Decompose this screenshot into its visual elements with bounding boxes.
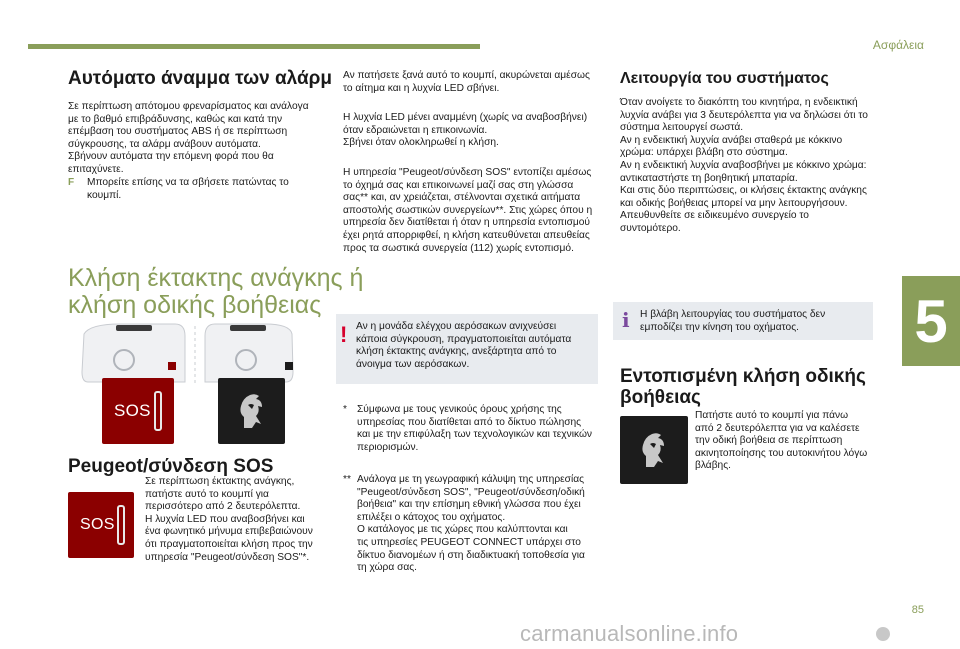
auto-alarm-text: Σε περίπτωση απότομου φρεναρίσματος και ανάλογα με το βαθμό επιβράδυνσης, καθώς και κατά την επέμβαση του συστήματος ABS ή σε περίπτωση σύγκρουσης, τα αλάρμ ανάβουν αυτόματα. Σβήνουν αυτόματα την επόμενη φορά που θα επιταχύνετε. [68,101,309,175]
sos-button[interactable] [102,378,174,444]
peugeot-lion-icon [637,430,671,470]
bullet-marker: F [68,177,75,188]
operation-text: Όταν ανοίγετε το διακόπτη του κινητήρα, η ενδεικτική λυχνία ανάβει για 3 δευτερόλεπτα για να δηλώσει ότι το σύστημα λειτουργεί σωστά. Αν η ενδεικτική λυχνία ανάβει σταθερά με κόκκινο χρώμα: υπάρχει βλάβη στο σύστημα. Αν η ενδεικτική λυχνία αναβοσβήνει με κόκκινο χρώμα: αντικαταστήστε τη βοηθητική μπαταρία. Και στις δύο περιπτώσεις, οι κλήσεις έκτακτης ανάγκης και οδικής βοήθειας μπορεί να μην λειτουργήσουν. Απευθυνθείτε σε ειδικευμένο συνεργείο το συντομότερο. [620,97,868,234]
operation-title: Λειτουργία του συστήματος [620,70,829,87]
auto-alarm-bullet: Μπορείτε επίσης να τα σβήσετε πατώντας το κουμπί. [87,177,289,201]
warning-icon: ! [340,322,348,347]
sos-led-indicator [154,391,162,431]
watermark: carmanualsonline.info [520,621,739,646]
sos-button-small-label: SOS [80,516,115,533]
peugeot-sos-title: Peugeot/σύνδεση SOS [68,456,274,477]
sos-service-text: Η υπηρεσία "Peugeot/σύνδεση SOS" εντοπίζει αμέσως το όχημά σας και επικοινωνεί μαζί σας στη γλώσσα σας** και, αν χρειάζεται, στέλνονται σχετικά αιτήματα αποστολής σωστικών συνεργείων**. Στις χώρες όπου η υπηρεσία δεν διατίθεται ή όταν η υπηρεσία εντοπισμού έχει ρητά απορριφθεί, η κλήση κατευθύνεται απευθείας προς τα σωστικά συνεργεία (112) χωρίς εντοπισμό. [343,167,593,254]
auto-alarm-title: Αυτόματο άναμμα των αλάρμ [68,68,333,89]
assistance-button[interactable] [218,378,285,444]
localized-assistance-title-line-2: βοήθειας [620,387,701,408]
cancel-call-text: Αν πατήσετε ξανά αυτό το κουμπί, ακυρώνεται αμέσως το αίτημα και η λυχνία LED σβήνει. [343,70,590,94]
footnote-2-text: Ανάλογα με τη γεωγραφική κάλυψη της υπηρεσίας "Peugeot/σύνδεση SOS", "Peugeot/σύνδεση/οδική βοήθεια" και την επίσημη εθνική γλώσσα που έχει επιλέξει ο κάτοχος του οχήματος. Ο κατάλογος με τις χώρες που καλύπτονται και τις υπηρεσίες PEUGEOT CONNECT υπάρχει στο δίκτυο διανομέων ή στη διαδικτυακή τοποθεσία για τη χώρα σας. [357,474,585,574]
peugeot-sos-text: Σε περίπτωση έκτακτης ανάγκης, πατήστε αυτό το κουμπί για περισσότερο από 2 δευτερόλεπτα. Η λυχνία LED που αναβοσβήνει και ένα φωνητικό μήνυμα επιβεβαιώνουν ότι πραγματοποιείται κλήση προς την υπηρεσία "Peugeot/σύνδεση SOS"*. [145,476,313,563]
info-text: Η βλάβη λειτουργίας του συστήματος δεν εμποδίζει την κίνηση του οχήματος. [640,309,826,333]
page-number: 85 [911,604,924,616]
peugeot-lion-icon [235,391,269,431]
led-status-text: Η λυχνία LED μένει αναμμένη (χωρίς να αναβοσβήνει) όταν εδραιώνεται η επικοινωνία. Σβήνει όταν ολοκληρωθεί η κλήση. [343,112,588,149]
emergency-title-line-1: Κλήση έκτακτης ανάγκης ή [68,264,364,292]
info-callout [613,302,873,340]
info-icon: i [622,308,630,332]
sos-button-small[interactable] [68,492,134,558]
footnote-2-marker: ** [343,474,351,485]
chapter-tab: 5 [902,276,960,366]
localized-assistance-text: Πατήστε αυτό το κουμπί για πάνω από 2 δευτερόλεπτα για να καλέσετε την οδική βοήθεια σε περίπτωση ακινητοποίησης του αυτοκινήτου λόγω βλάβης. [695,410,868,472]
warning-text: Αν η μονάδα ελέγχου αερόσακων ανιχνεύσει κάποια σύγκρουση, πραγματοποιείται αυτόματα κλήση έκτακτης ανάγκης, ανεξάρτητα από το άνοιγμα των αερόσακων. [356,321,572,370]
localized-assistance-title-line-1: Εντοπισμένη κλήση οδικής [620,366,866,387]
sos-button-label: SOS [114,401,151,420]
assistance-button-small[interactable] [620,416,688,484]
emergency-title-line-2: κλήση οδικής βοήθειας [68,291,322,319]
header-rule [28,44,480,49]
watermark-dot [876,627,890,641]
warning-callout [336,314,598,384]
footnote-1-text: Σύμφωνα με τους γενικούς όρους χρήσης της υπηρεσίας που διατίθεται από το δίκτυο πώλησης και με την επιφύλαξη των τεχνολογικών και τεχνικών περιορισμών. [357,404,592,453]
footnote-1-marker: * [343,404,347,415]
sos-led-indicator-small [117,505,125,545]
section-label: Ασφάλεια [872,38,924,52]
